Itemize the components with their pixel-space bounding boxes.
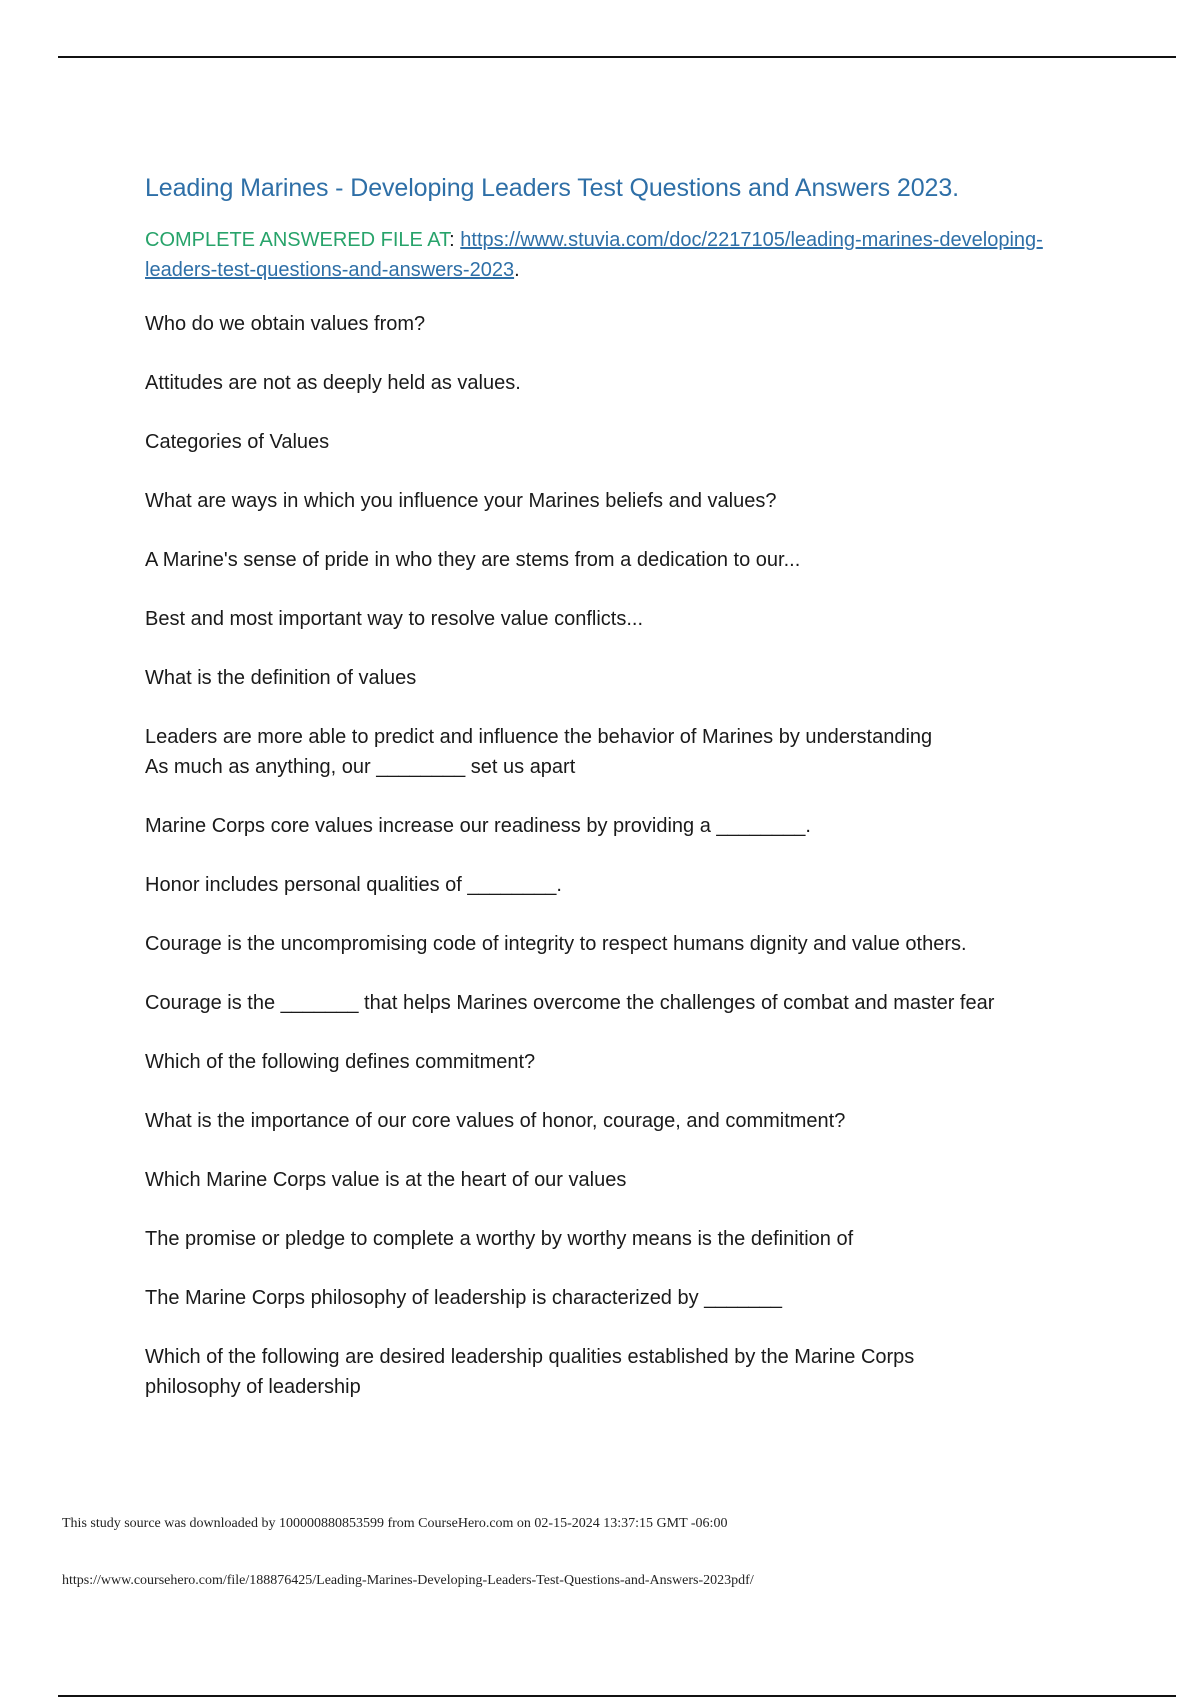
- question-item: Best and most important way to resolve value conflicts...: [145, 608, 643, 630]
- answered-file-line: [145, 225, 1105, 285]
- question-item: Honor includes personal qualities of ________.: [145, 874, 562, 896]
- top-rule: [58, 56, 1176, 58]
- answered-file-period: .: [514, 259, 520, 281]
- answered-file-label: COMPLETE ANSWERED FILE AT: [145, 229, 450, 251]
- question-item: What is the importance of our core values of honor, courage, and commitment?: [145, 1110, 846, 1132]
- source-url: https://www.coursehero.com/file/188876425/Leading-Marines-Developing-Leaders-Test-Questions-and-Answers-2023pdf/: [62, 1573, 754, 1588]
- question-item: The Marine Corps philosophy of leadership is characterized by _______: [145, 1287, 783, 1309]
- answered-file-colon: :: [449, 229, 455, 251]
- question-item: Categories of Values: [145, 431, 330, 453]
- question-item: Which of the following are desired leadership qualities established by the Marine Corps philosophy of leadership: [145, 1346, 915, 1398]
- question-item: Leaders are more able to predict and influence the behavior of Marines by understanding As much as anything, our ________ set us apart: [145, 726, 933, 778]
- bottom-rule: [58, 1695, 1176, 1697]
- document-title: Leading Marines - Developing Leaders Test Questions and Answers 2023.: [145, 174, 959, 202]
- question-item: The promise or pledge to complete a worthy by worthy means is the definition of: [145, 1228, 854, 1250]
- question-item: A Marine's sense of pride in who they are stems from a dedication to our...: [145, 549, 801, 571]
- document-body: [145, 170, 1105, 1402]
- question-item: What are ways in which you influence your Marines beliefs and values?: [145, 490, 777, 512]
- download-note: This study source was downloaded by 100000880853599 from CourseHero.com on 02-15-2024 13:37:15 GMT -06:00: [62, 1516, 728, 1531]
- question-item: What is the definition of values: [145, 667, 417, 689]
- question-item: Courage is the _______ that helps Marines overcome the challenges of combat and master fear: [145, 992, 995, 1014]
- question-item: Courage is the uncompromising code of integrity to respect humans dignity and value others.: [145, 933, 967, 955]
- question-item: Who do we obtain values from?: [145, 313, 426, 335]
- answered-file-link[interactable]: https://www.stuvia.com/doc/2217105/leading-marines-developing-leaders-test-questions-and-answers-2023: [145, 229, 1043, 281]
- question-item: Attitudes are not as deeply held as values.: [145, 372, 521, 394]
- question-list: [145, 309, 1105, 1402]
- question-item: Marine Corps core values increase our readiness by providing a ________.: [145, 815, 811, 837]
- question-item: Which Marine Corps value is at the heart of our values: [145, 1169, 627, 1191]
- question-item: Which of the following defines commitment?: [145, 1051, 536, 1073]
